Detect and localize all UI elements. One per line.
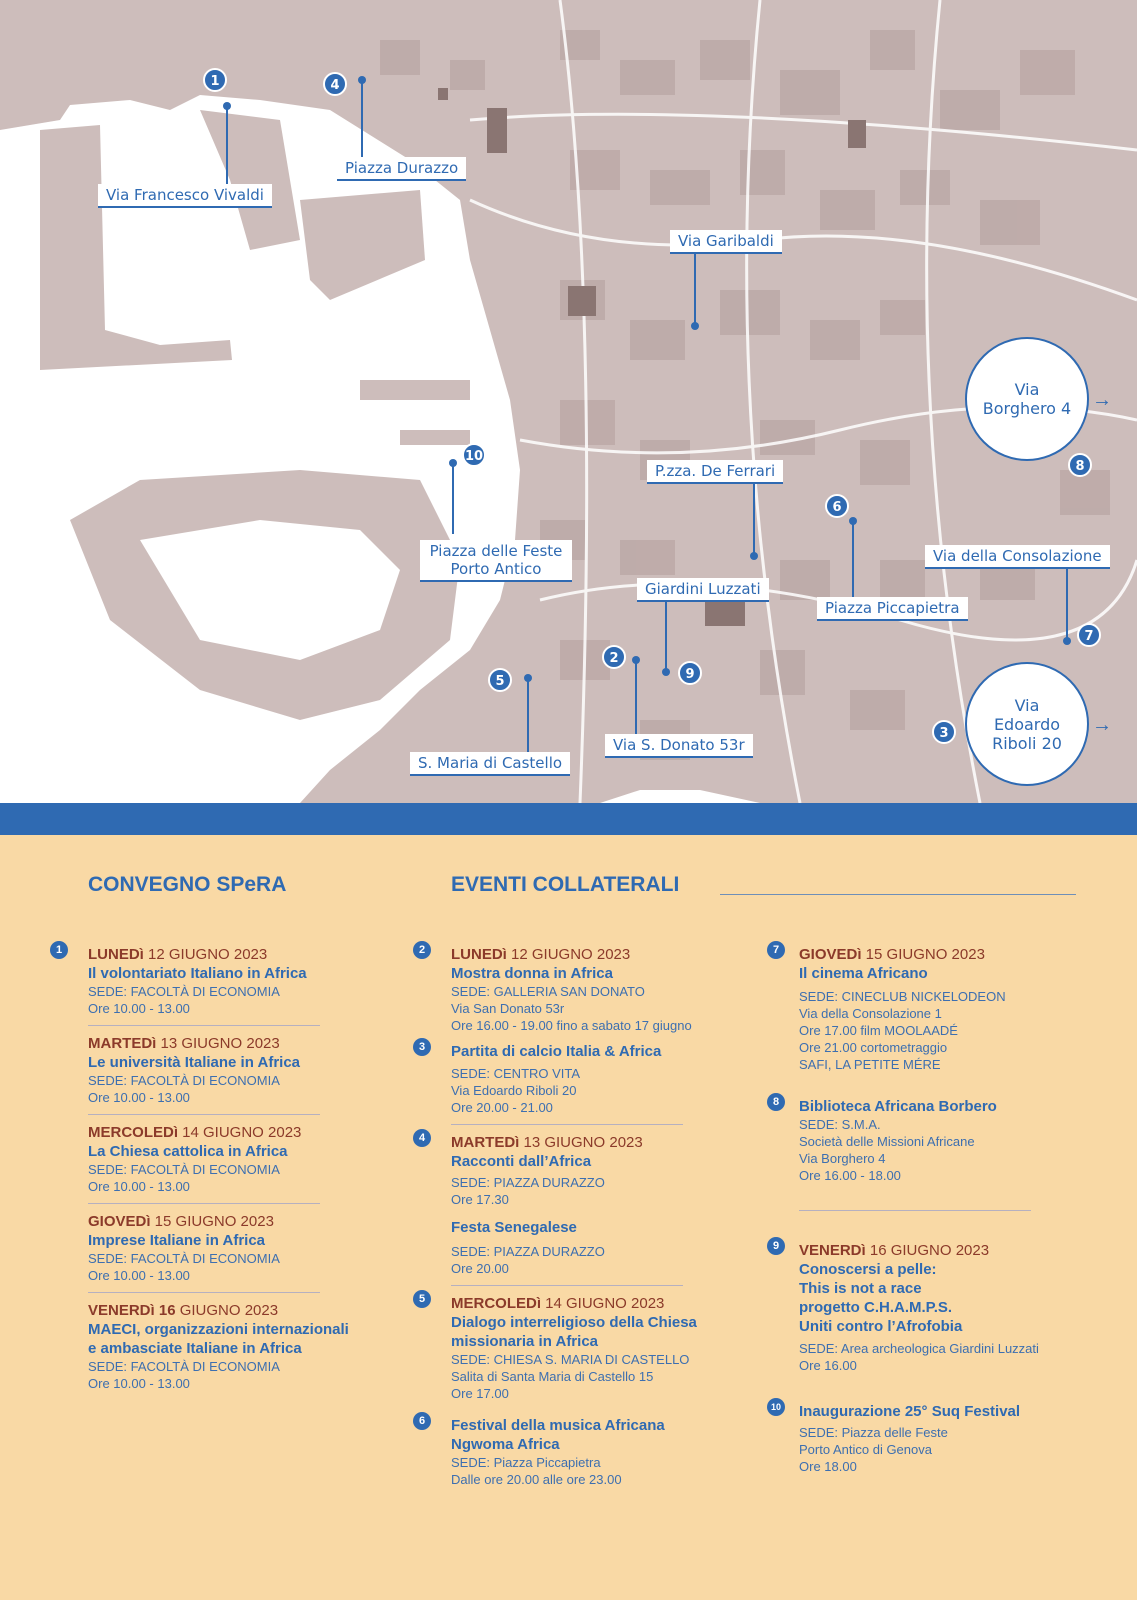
- map-label-castello[interactable]: S. Maria di Castello: [410, 752, 570, 776]
- event-1[interactable]: [55, 944, 388, 1017]
- event-conv-3[interactable]: [88, 1123, 388, 1195]
- event-day: MERCOLEDì: [88, 1124, 178, 1141]
- map-label-luzzati[interactable]: Giardini Luzzati: [637, 578, 769, 602]
- event-date: 16 GIUGNO 2023: [865, 1242, 990, 1259]
- event-date: GIUGNO 2023: [175, 1302, 279, 1319]
- event-day: LUNEDì: [88, 946, 144, 963]
- event-title: Le università Italiane in Africa: [88, 1054, 301, 1071]
- event-title: e ambasciate Italiane in Africa: [88, 1340, 302, 1357]
- event-10[interactable]: [770, 1402, 1099, 1475]
- event-title: Ngwoma Africa: [451, 1436, 560, 1453]
- landmark-dome: [848, 120, 866, 148]
- map-label-durazzo[interactable]: Piazza Durazzo: [337, 157, 466, 181]
- event-venue: SEDE: CENTRO VITA: [451, 1066, 581, 1081]
- event-number: 10: [767, 1398, 785, 1416]
- event-number: 7: [767, 941, 785, 959]
- event-time: Ore 17.00: [451, 1386, 509, 1401]
- event-time: Dalle ore 20.00 alle ore 23.00: [451, 1472, 622, 1487]
- event-title: Partita di calcio Italia & Africa: [451, 1043, 662, 1060]
- event-6[interactable]: [418, 1415, 751, 1488]
- convegno-title: CONVEGNO SPeRA: [88, 873, 287, 896]
- map-circle-borghero[interactable]: [965, 337, 1089, 461]
- event-day: MARTEDì: [451, 1134, 520, 1151]
- convegno-column: [55, 944, 388, 1392]
- map-label-consolazione[interactable]: Via della Consolazione: [925, 545, 1110, 569]
- event-day: GIOVEDì: [799, 946, 862, 963]
- event-number: 2: [413, 941, 431, 959]
- event-number: 1: [50, 941, 68, 959]
- event-number: 3: [413, 1038, 431, 1056]
- event-title: Il cinema Africano: [799, 965, 928, 982]
- event-date: 15 GIUGNO 2023: [150, 1213, 274, 1230]
- riboli-label: Via Edoardo Riboli 20: [992, 695, 1062, 753]
- event-number: 5: [413, 1290, 431, 1308]
- map-label-donato[interactable]: Via S. Donato 53r: [605, 734, 753, 758]
- event-title: progetto C.H.A.M.P.S.: [799, 1299, 953, 1316]
- event-time: Ore 10.00 - 13.00: [88, 1001, 190, 1016]
- event-venue: SEDE: FACOLTÀ DI ECONOMIA: [88, 984, 280, 999]
- event-day: MERCOLEDì: [451, 1295, 541, 1312]
- eventi-column-b: [770, 944, 1099, 1475]
- event-venue: SEDE: FACOLTÀ DI ECONOMIA: [88, 1251, 280, 1266]
- map-label-piccapietra[interactable]: Piazza Piccapietra: [817, 597, 968, 621]
- event-title: Il volontariato Italiano in Africa: [88, 965, 307, 982]
- map-pin-2[interactable]: 2: [602, 645, 626, 669]
- event-day: MARTEDì: [88, 1035, 157, 1052]
- event-title: Dialogo interreligioso della Chiesa: [451, 1314, 697, 1331]
- event-title: Racconti dall’Africa: [451, 1153, 592, 1170]
- event-venue: SEDE: Area archeologica Giardini Luzzati: [799, 1341, 1039, 1356]
- event-time: Ore 20.00 - 21.00: [451, 1100, 553, 1115]
- event-title: Festa Senegalese: [451, 1219, 577, 1236]
- landmark-small: [438, 88, 448, 100]
- event-5[interactable]: [418, 1293, 751, 1402]
- map-label-feste[interactable]: Piazza delle Feste Porto Antico: [420, 540, 572, 582]
- event-address: Via della Consolazione 1: [799, 1006, 942, 1021]
- separator: [88, 1114, 320, 1115]
- event-title: Conoscersi a pelle:: [799, 1261, 937, 1278]
- borghero-label: Via Borghero 4: [982, 380, 1072, 418]
- map-pin-10[interactable]: 10: [462, 443, 486, 467]
- event-number: 4: [413, 1129, 431, 1147]
- event-date: 13 GIUGNO 2023: [519, 1134, 643, 1151]
- map-pin-8[interactable]: 8: [1068, 453, 1092, 477]
- event-address: Società delle Missioni Africane: [799, 1134, 975, 1149]
- event-date: 14 GIUGNO 2023: [178, 1124, 302, 1141]
- separator: [799, 1210, 1031, 1211]
- eventi-title: EVENTI COLLATERALI: [451, 873, 680, 896]
- event-day: LUNEDì: [451, 946, 507, 963]
- event-address: Via Borghero 4: [799, 1151, 886, 1166]
- event-title: MAECI, organizzazioni internazionali: [88, 1321, 349, 1338]
- event-time: Ore 16.00 - 18.00: [799, 1168, 901, 1183]
- event-day: VENERDì 16: [88, 1302, 176, 1319]
- event-number: 9: [767, 1237, 785, 1255]
- pier-5: [360, 380, 470, 400]
- event-note: SAFI, LA PETITE MÉRE: [799, 1057, 941, 1072]
- separator: [451, 1285, 683, 1286]
- event-title: missionaria in Africa: [451, 1333, 598, 1350]
- event-title: Mostra donna in Africa: [451, 965, 613, 982]
- event-number: 8: [767, 1093, 785, 1111]
- arrow-right-icon: →: [1092, 389, 1112, 411]
- event-date: 12 GIUGNO 2023: [143, 946, 268, 963]
- pier-6: [400, 430, 470, 445]
- event-time: Ore 10.00 - 13.00: [88, 1090, 190, 1105]
- title-divider: [720, 894, 1076, 895]
- event-venue: SEDE: Piazza delle Feste: [799, 1425, 948, 1440]
- event-venue: SEDE: GALLERIA SAN DONATO: [451, 984, 645, 999]
- arrow-right-icon: →: [1092, 714, 1112, 736]
- event-2[interactable]: [418, 944, 751, 1034]
- event-9[interactable]: [772, 1240, 1099, 1374]
- event-time: Ore 18.00: [799, 1459, 857, 1474]
- event-venue: SEDE: FACOLTÀ DI ECONOMIA: [88, 1073, 280, 1088]
- event-time: Ore 16.00: [799, 1358, 857, 1373]
- event-time: Ore 10.00 - 13.00: [88, 1179, 190, 1194]
- event-venue: SEDE: CHIESA S. MARIA DI CASTELLO: [451, 1352, 690, 1367]
- event-date: 13 GIUGNO 2023: [156, 1035, 280, 1052]
- map-pin-5[interactable]: 5: [488, 668, 512, 692]
- event-venue: SEDE: PIAZZA DURAZZO: [451, 1175, 605, 1190]
- map-pin-7[interactable]: 7: [1077, 623, 1101, 647]
- event-date: 14 GIUGNO 2023: [541, 1295, 665, 1312]
- event-time: Ore 16.00 - 19.00 fino a sabato 17 giugno: [451, 1018, 692, 1033]
- event-4[interactable]: [418, 1132, 751, 1277]
- event-venue: SEDE: PIAZZA DURAZZO: [451, 1244, 605, 1259]
- event-title: La Chiesa cattolica in Africa: [88, 1143, 288, 1160]
- event-time: Ore 10.00 - 13.00: [88, 1268, 190, 1283]
- event-7[interactable]: [772, 944, 1099, 1073]
- event-title: Biblioteca Africana Borbero: [799, 1098, 997, 1115]
- map-pin-6[interactable]: 6: [825, 494, 849, 518]
- event-3[interactable]: [418, 1041, 751, 1116]
- landmark-garibaldi: [568, 286, 596, 316]
- separator: [451, 1124, 683, 1125]
- map-circle-riboli[interactable]: [965, 662, 1089, 786]
- eventi-column-a: [418, 944, 751, 1488]
- event-address: Via Edoardo Riboli 20: [451, 1083, 577, 1098]
- event-title: Uniti contro l’Afrofobia: [799, 1318, 963, 1335]
- map-label-deferrari[interactable]: P.zza. De Ferrari: [647, 460, 783, 484]
- event-venue: SEDE: CINECLUB NICKELODEON: [799, 989, 1006, 1004]
- event-title: Inaugurazione 25° Suq Festival: [799, 1403, 1021, 1420]
- event-venue: SEDE: FACOLTÀ DI ECONOMIA: [88, 1359, 280, 1374]
- event-day: VENERDì: [799, 1242, 866, 1259]
- map-pin-3[interactable]: 3: [932, 720, 956, 744]
- event-address: Porto Antico di Genova: [799, 1442, 932, 1457]
- map-pin-4[interactable]: 4: [323, 72, 347, 96]
- event-address: Via San Donato 53r: [451, 1001, 565, 1016]
- event-conv-5[interactable]: [88, 1301, 388, 1392]
- event-day: GIOVEDì: [88, 1213, 151, 1230]
- map-label-vivaldi[interactable]: Via Francesco Vivaldi: [98, 184, 272, 208]
- event-venue: SEDE: FACOLTÀ DI ECONOMIA: [88, 1162, 280, 1177]
- separator: [88, 1025, 320, 1026]
- map-pin-1[interactable]: 1: [203, 68, 227, 92]
- event-8[interactable]: [772, 1096, 1099, 1184]
- event-time: Ore 17.00 film MOOLAADÉ: [799, 1023, 958, 1038]
- event-title: Imprese Italiane in Africa: [88, 1232, 266, 1249]
- event-title: This is not a race: [799, 1280, 922, 1297]
- event-time: Ore 21.00 cortometraggio: [799, 1040, 948, 1055]
- event-venue: SEDE: Piazza Piccapietra: [451, 1455, 601, 1470]
- event-address: Salita di Santa Maria di Castello 15: [451, 1369, 654, 1384]
- event-title: Festival della musica Africana: [451, 1417, 665, 1434]
- event-date: 15 GIUGNO 2023: [861, 946, 985, 963]
- map-pin-9[interactable]: 9: [678, 661, 702, 685]
- landmark-durazzo: [487, 108, 507, 153]
- event-venue: SEDE: S.M.A.: [799, 1117, 881, 1132]
- divider-band: [0, 803, 1137, 835]
- event-time: Ore 20.00: [451, 1261, 509, 1276]
- separator: [88, 1203, 320, 1204]
- event-conv-2[interactable]: [88, 1034, 388, 1106]
- event-number: 6: [413, 1412, 431, 1430]
- event-time: Ore 10.00 - 13.00: [88, 1376, 190, 1391]
- separator: [88, 1292, 320, 1293]
- map-label-garibaldi[interactable]: Via Garibaldi: [670, 230, 782, 254]
- event-date: 12 GIUGNO 2023: [506, 946, 631, 963]
- event-conv-4[interactable]: [88, 1212, 388, 1284]
- event-time: Ore 17.30: [451, 1192, 509, 1207]
